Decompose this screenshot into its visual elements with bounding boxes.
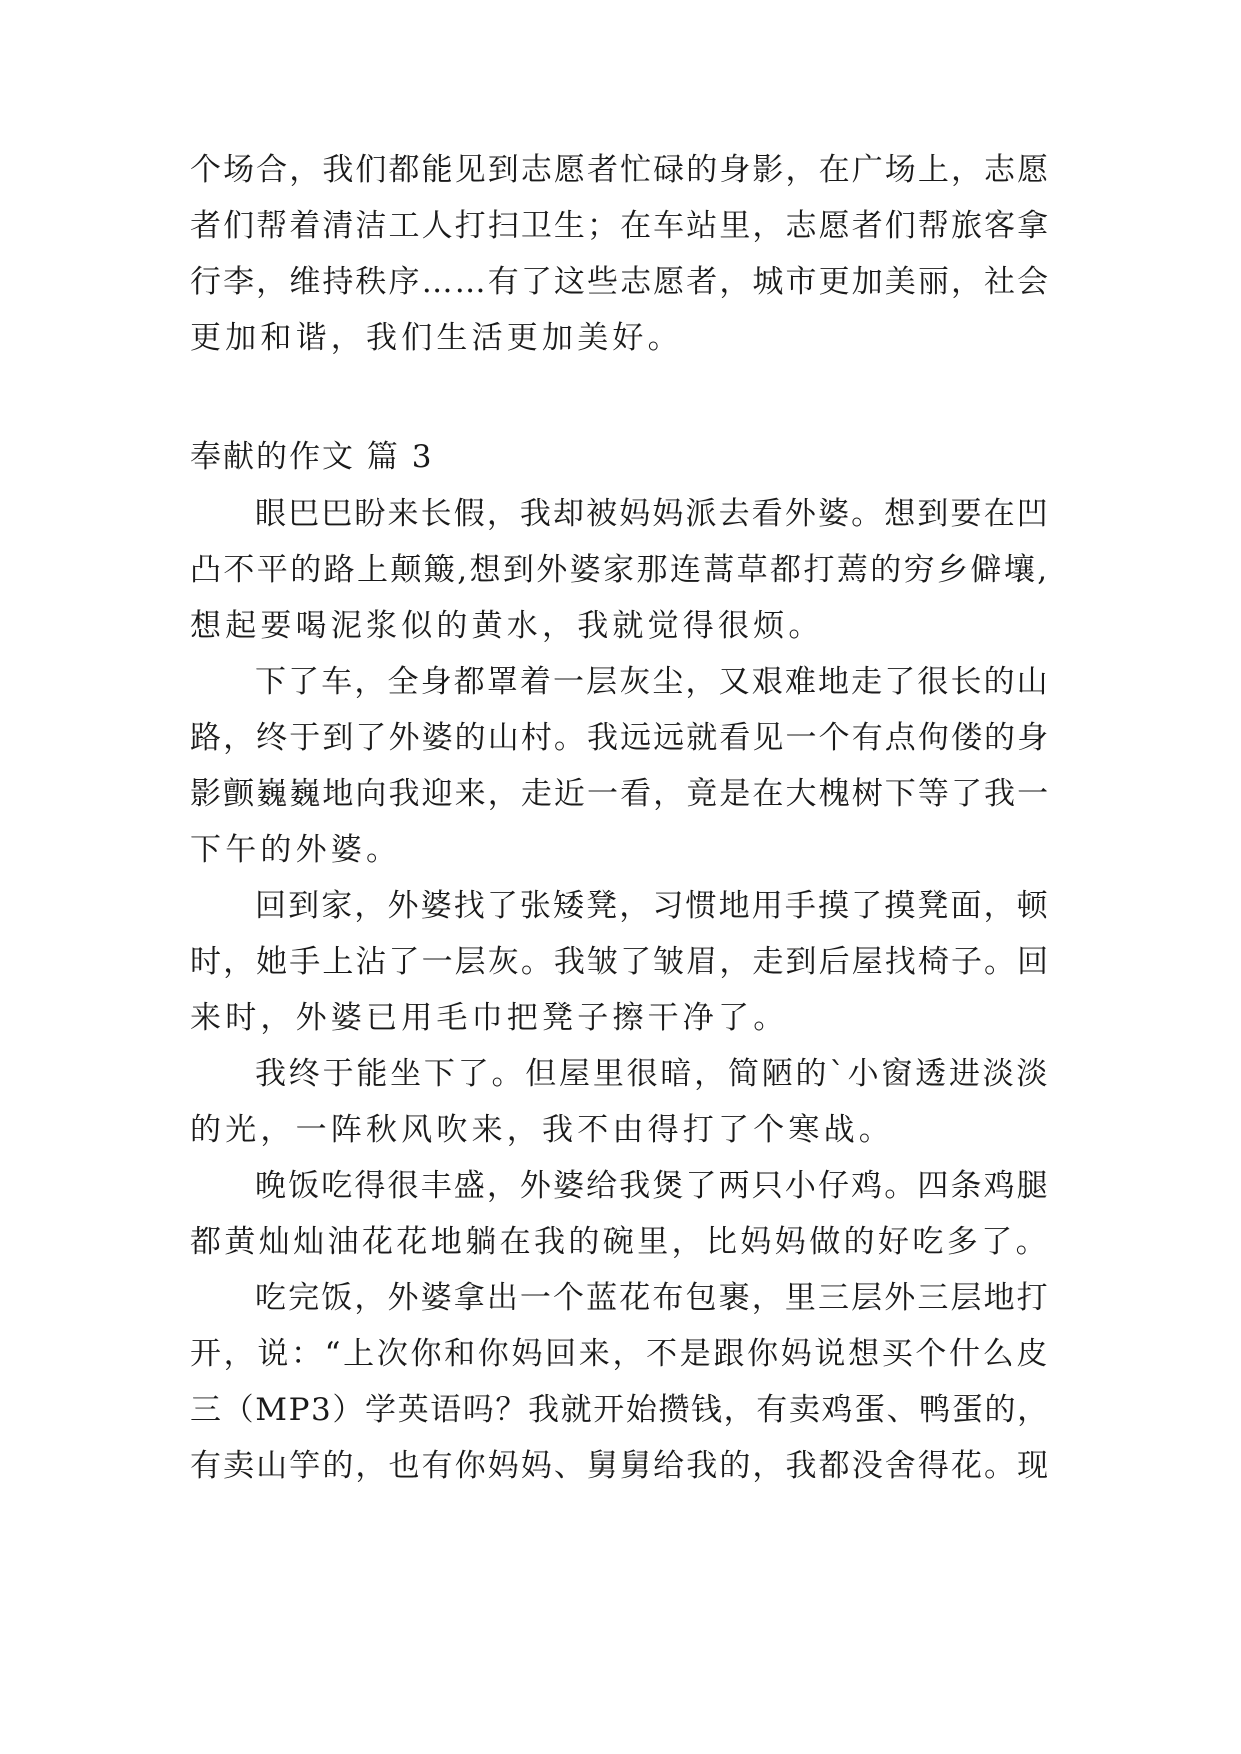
paragraph-line: 我终于能坐下了。但屋里很暗，简陋的`小窗透进淡淡: [255, 1056, 1051, 1092]
paragraph-line: 者们帮着清洁工人打扫卫生；在车站里，志愿者们帮旅客拿: [190, 208, 1051, 244]
paragraph-line: 个场合，我们都能见到志愿者忙碌的身影，在广场上，志愿: [190, 152, 1051, 188]
paragraph-line: 晚饭吃得很丰盛，外婆给我煲了两只小仔鸡。四条鸡腿: [255, 1168, 1050, 1204]
paragraph-line: 下了车，全身都罩着一层灰尘，又艰难地走了很长的山: [255, 664, 1050, 700]
section-heading: 奉献的作文 篇 3: [190, 439, 434, 475]
paragraph-line: 更加和谐，我们生活更加美好。: [190, 320, 683, 356]
paragraph-line: 时，她手上沾了一层灰。我皱了皱眉，走到后屋找椅子。回: [190, 944, 1051, 980]
paragraph-line: 想起要喝泥浆似的黄水，我就觉得很烦。: [190, 608, 824, 644]
paragraph-line: 路，终于到了外婆的山村。我远远就看见一个有点佝偻的身: [190, 720, 1051, 756]
paragraph-line: 都黄灿灿油花花地躺在我的碗里，比妈妈做的好吃多了。: [190, 1224, 1050, 1260]
paragraph-line: 的光，一阵秋风吹来，我不由得打了个寒战。: [190, 1112, 894, 1148]
paragraph-line: 行李，维持秩序……有了这些志愿者，城市更加美丽，社会: [190, 264, 1051, 300]
paragraph-line: 开，说：“上次你和你妈回来，不是跟你妈说想买个什么皮: [190, 1336, 1051, 1372]
paragraph-line: 来时，外婆已用毛巾把凳子擦干净了。: [190, 1000, 789, 1036]
paragraph-line: 三（MP3）学英语吗？我就开始攒钱，有卖鸡蛋、鸭蛋的，: [190, 1392, 1050, 1428]
paragraph-line: 下午的外婆。: [190, 832, 402, 868]
paragraph-line: 回到家，外婆找了张矮凳，习惯地用手摸了摸凳面，顿: [255, 888, 1050, 924]
paragraph-line: 吃完饭，外婆拿出一个蓝花布包裹，里三层外三层地打: [255, 1280, 1050, 1316]
paragraph-line: 凸不平的路上颠簸,想到外婆家那连蒿草都打蔫的穷乡僻壤,: [190, 552, 1050, 588]
paragraph-line: 眼巴巴盼来长假，我却被妈妈派去看外婆。想到要在凹: [255, 496, 1050, 532]
paragraph-line: 影颤巍巍地向我迎来，走近一看，竟是在大槐树下等了我一: [190, 776, 1051, 812]
paragraph-line: 有卖山竽的，也有你妈妈、舅舅给我的，我都没舍得花。现: [190, 1448, 1051, 1484]
